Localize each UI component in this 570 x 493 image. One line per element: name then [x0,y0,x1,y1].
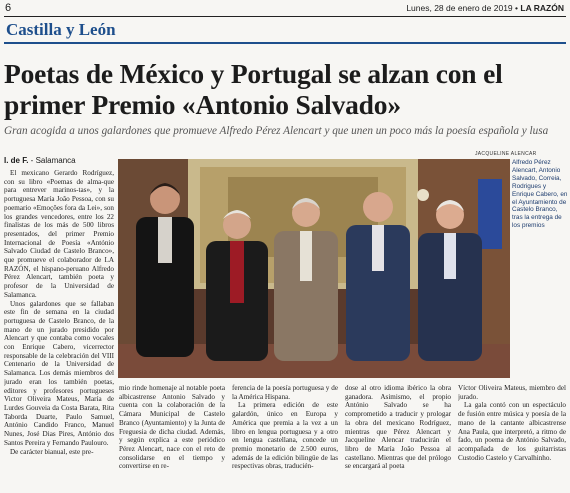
top-rule [4,16,566,17]
body-column-2 [119,384,225,491]
paragraph: La primera edición de este galardón, único en Europa y América que premia a la vez a un libro en lengua portuguesa y a otro en lengua castellana, concede un premio monetario de 2.500 euros, además de la edición bilingüe de las respectivas obras, traducién- [232,401,338,471]
byline-place: - Salamanca [28,156,76,165]
article-headline: Poetas de México y Portugal se alzan con el primer Premio «Antonio Salvado» [4,58,503,120]
paragraph: mio rinde homenaje al notable poeta albicastrense Antonio Salvado y cuenta con la colaboración de la Cámara Municipal de Castelo Branco (Ayuntamiento) y la Junta de Freguesia de dicha ciudad. Además, y según explica a este periódico Pérez Alencart, nace con el reto de consolidarse en el tiempo y convertirse en re- [119,384,225,471]
paragraph: Unos galardones que se fallaban este fin de semana en la ciudad portuguesa de Castelo Branco, de la mano de un jurado presidido por Alencart y que contaba como vocales con Enrique Cabero, vicerrector responsable de la celebración del VIII Centenario de la Universidad de Salamanca. Los demás miembros del jurado eran los también poetas, editores y profesores portugueses Victor Oliveira Mateus, María de Lurdes Gouveia da Costa Barata, Rita Taborda Duarte, Paulo Samuel, António Candido Franco, Manuel Nunes, José Dias Pires, António dos Santos Pereira y Fernando Paulouro. [4,299,114,447]
body-column-4 [345,384,451,491]
date-line [406,3,564,13]
body-column-5 [458,384,566,491]
paragraph: De carácter bianual, este pre- [10,447,94,456]
paragraph: La gala contó con un espectáculo de fusión entre música y poesía de la mano de la cantante albicastrense Ana Paula, que interpretó, a ritmo de fado, un poema de António Salvado, acompañada de los guitarristas Custodio Castelo y Carvalhinho. [458,401,566,462]
photo-caption: Alfredo Pérez Alencart, Antonio Salvado, Correia, Rodrigues y Enrique Cabero, en el Ayuntamiento de Castelo Branco, tras la entrega de los premios [512,159,568,230]
byline-author: I. de F. [4,156,29,165]
section-title: Castilla y León [6,20,116,39]
paragraph: ferencia de la poesía portuguesa y de la América Hispana. [232,384,338,401]
paragraph: dose al otro idioma ibérico la obra ganadora. Asimismo, el propio António Salvado se ha comprometido a traducir y prologar la obra del mexicano Rodríguez, mientras que Pérez Alencart y Jacqueline Alencar traducirán el libro de María João Pessoa al castellano. Mientras que del prólogo se encargará al poeta [345,384,451,471]
byline [4,156,76,165]
article-photo [118,159,510,378]
section-rule [4,42,566,44]
paragraph: Víctor Oliveira Mateus, miembro del jurado. [458,384,566,401]
publication-name: LA RAZÓN [520,3,564,13]
page-number: 6 [5,2,12,14]
article-subhead: Gran acogida a unos galardones que promueve Alfredo Pérez Alencart y que unen un poco más la poesía española y lusa [4,125,549,137]
paragraph: El mexicano Gerardo Rodríguez, con su libro «Poemas de alma-que para entrever marinos-tas», y la portuguesa María João Pessoa, con su poemario «Emoções fora da Lei», son los grandes vencedores, entre los 22 finalistas de los más de 500 libros presentados, del primer Premio Internacional de Poesía «António Salvado Ciudad de Castelo Branco», que promueve el colaborador de LA RAZÓN, el hispano-peruano Alfredo Pérez Alencart, también poeta y profesor de la Universidad de Salamanca. [4,169,114,299]
photo-credit: JACQUELINE ALENCAR [475,151,537,157]
body-column-1 [4,169,114,491]
body-column-3 [232,384,338,491]
date-separator: • [515,3,519,13]
photo-illustration [118,159,510,378]
issue-date: Lunes, 28 de enero de 2019 [406,3,513,13]
